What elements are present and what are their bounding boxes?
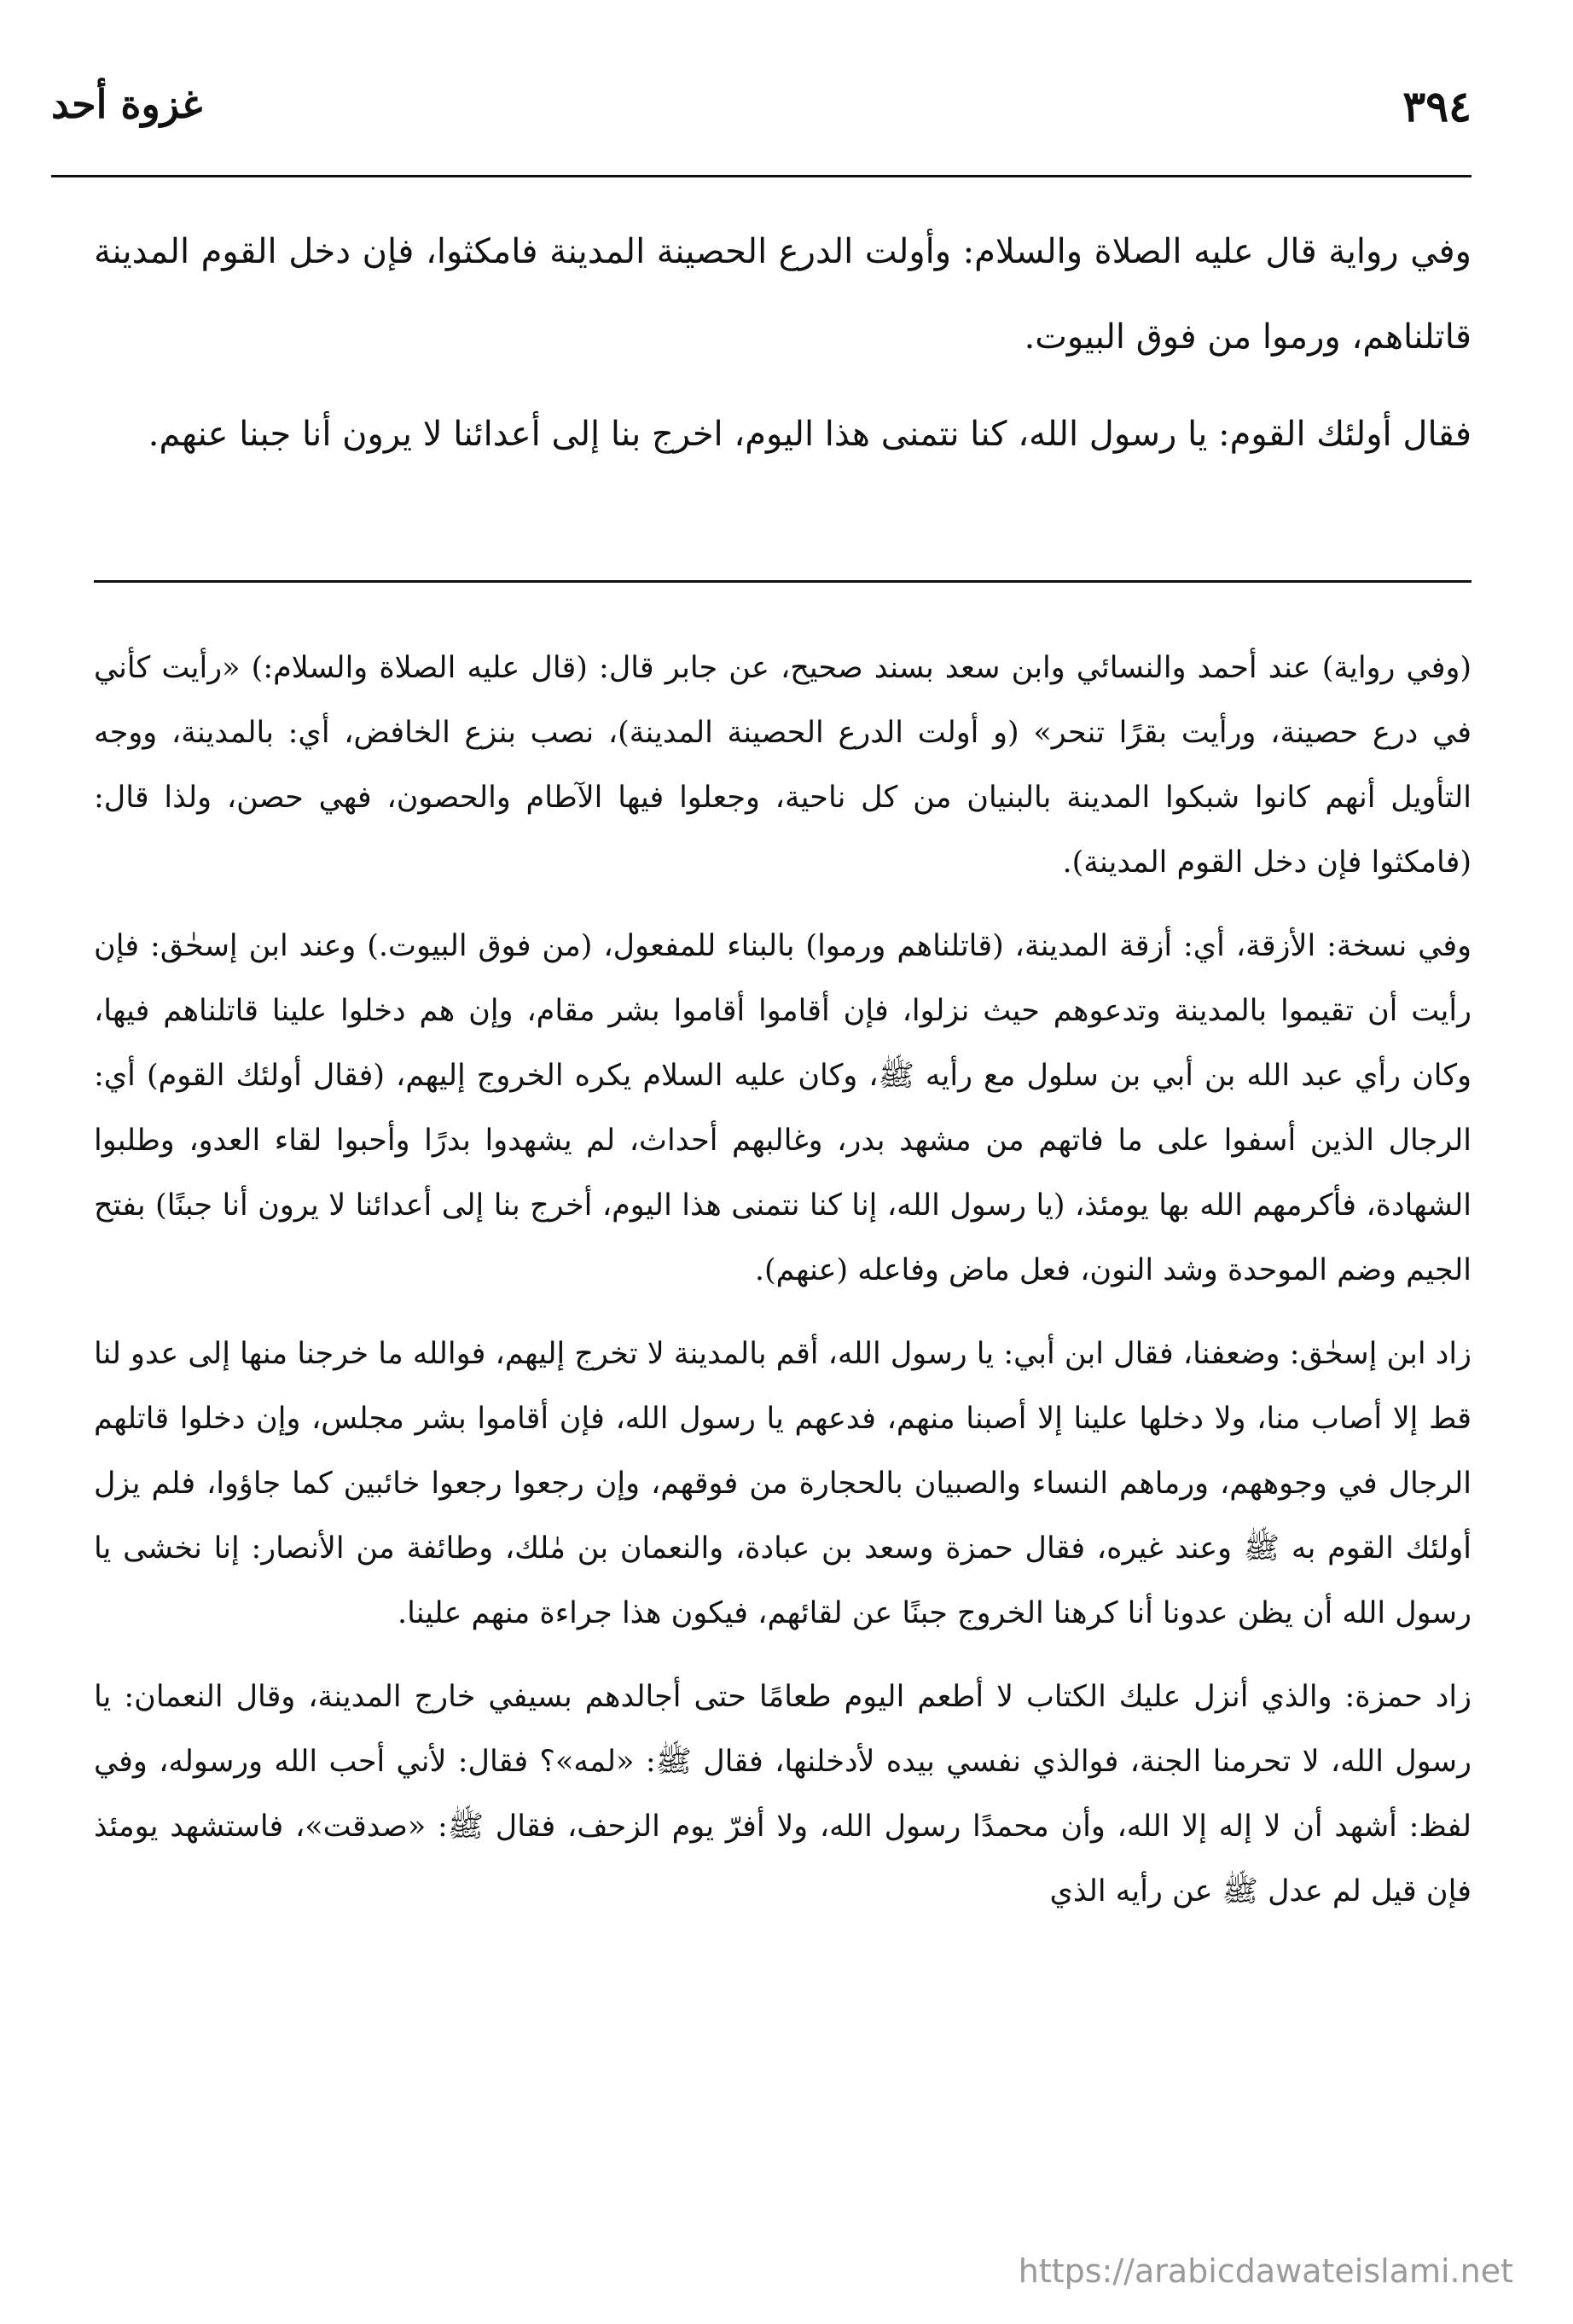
page-number: ٣٩٤ (1402, 81, 1471, 131)
commentary-paragraph: زاد حمزة: والذي أنزل عليك الكتاب لا أطعم اليوم طعامًا حتى أجالدهم بسيفي خارج المدينة، وقال النعمان: يا رسول الله، لا تحرمنا الجنة، فوالذي نفسي بيده لأدخلنها، فقال ﷺ: «لمه»؟ فقال: لأني أحب الله ورسوله، وفي لفظ: أشهد أن لا إله إلا الله، وأن محمدًا رسول الله، ولا أفرّ يوم الزحف، فقال ﷺ: «صدقت»، فاستشهد يومئذ فإن قيل لم عدل ﷺ عن رأيه الذي (94, 1680, 1471, 1909)
commentary-text (94, 636, 1471, 1943)
section-divider (94, 580, 1471, 583)
commentary-paragraph: (وفي رواية) عند أحمد والنسائي وابن سعد بسند صحيح، عن جابر قال: (قال عليه الصلاة والسلام:) «رأيت كأني في درع حصينة، ورأيت بقرًا تنحر» (و أولت الدرع الحصينة المدينة)، نصب بنزع الخافض، أي: بالمدينة، ووجه التأويل أنهم كانوا شبكوا المدينة بالبنيان من كل ناحية، وجعلوا فيها الآطام والحصون، فهي حصن، ولذا قال: (فامكثوا فإن دخل القوم المدينة). (94, 651, 1471, 880)
commentary-paragraph: زاد ابن إسحٰق: وضعفنا، فقال ابن أبي: يا رسول الله، أقم بالمدينة لا تخرج إليهم، فوالله ما خرجنا منها إلى عدو لنا قط إلا أصاب منا، ولا دخلها علينا إلا أصبنا منهم، فدعهم يا رسول الله، فإن أقاموا بشر مجلس، وإن دخلوا قاتلهم الرجال في وجوههم، ورماهم النساء والصبيان بالحجارة من فوقهم، وإن رجعوا رجعوا خائبين كما جاؤوا، فلم يزل أولئك القوم به ﷺ وعند غيره، فقال حمزة وسعد بن عبادة، والنعمان بن مٰلك، وطائفة من الأنصار: إنا نخشى يا رسول الله أن يظن عدونا أنا كرهنا الخروج جبنًا عن لقائهم، فيكون هذا جراءة منهم علينا. (94, 1337, 1471, 1630)
chapter-title: غزوة أحد (51, 81, 203, 127)
main-paragraph: وفي رواية قال عليه الصلاة والسلام: وأولت الدرع الحصينة المدينة فامكثوا، فإن دخل القوم المدينة قاتلناهم، ورموا من فوق البيوت. (94, 232, 1471, 357)
main-paragraph: فقال أولئك القوم: يا رسول الله، كنا نتمنى هذا اليوم، اخرج بنا إلى أعدائنا لا يرون أنا جبنا عنهم. (148, 415, 1471, 454)
main-text (94, 209, 1471, 489)
header-divider (51, 175, 1471, 177)
commentary-paragraph: وفي نسخة: الأزقة، أي: أزقة المدينة، (قاتلناهم ورموا) بالبناء للمفعول، (من فوق البيوت.) وعند ابن إسحٰق: فإن رأيت أن تقيموا بالمدينة وتدعوهم حيث نزلوا، فإن أقاموا أقاموا بشر مقام، وإن هم دخلوا علينا قاتلناهم فيها، وكان رأي عبد الله بن أبي بن سلول مع رأيه ﷺ، وكان عليه السلام يكره الخروج إليهم، (فقال أولئك القوم) أي: الرجال الذين أسفوا على ما فاتهم من مشهد بدر، وغالبهم أحداث، لم يشهدوا بدرًا وأحبوا لقاء العدو، وطلبوا الشهادة، فأكرمهم الله بها يومئذ، (يا رسول الله، إنا كنا نتمنى هذا اليوم، أخرج بنا إلى أعدائنا لا يرون أنا جبنًا) بفتح الجيم وضم الموحدة وشد النون، فعل ماض وفاعله (عنهم). (94, 929, 1471, 1287)
page-header (51, 81, 1471, 175)
watermark-url: https://arabicdawateislami.net (1018, 2252, 1513, 2290)
